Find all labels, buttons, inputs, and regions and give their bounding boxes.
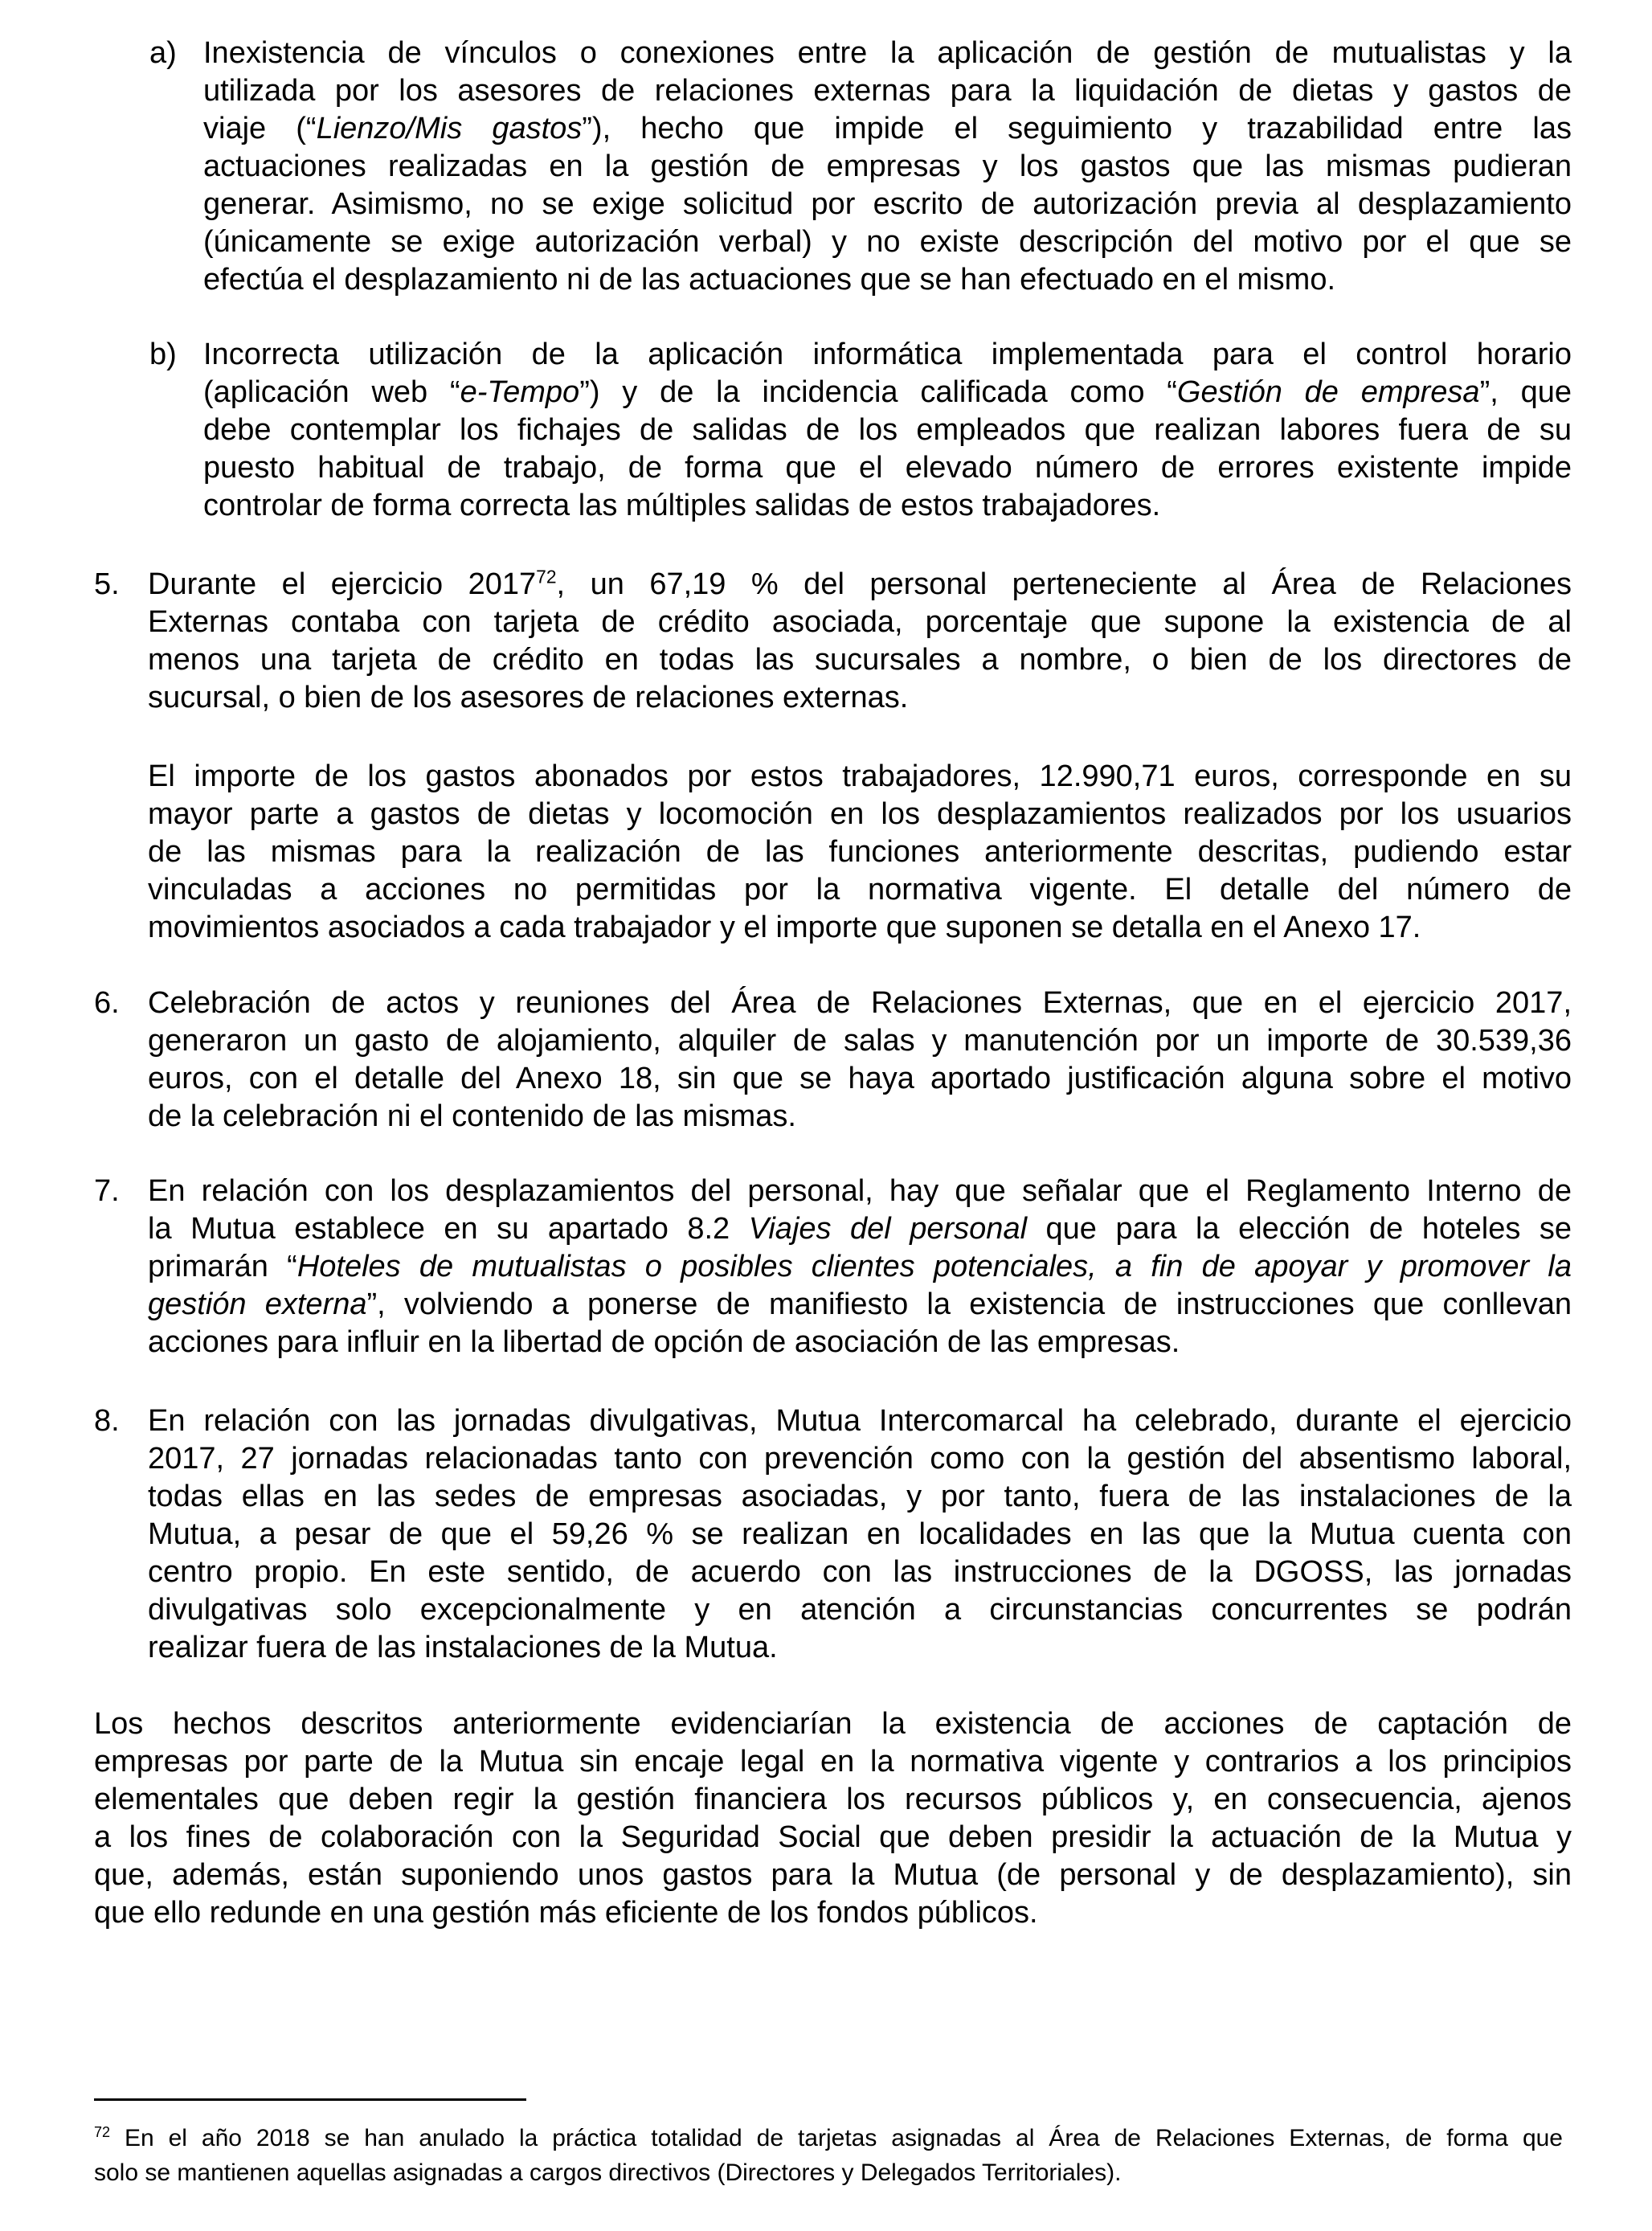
text-line [148, 1402, 1572, 1440]
text-run: actuaciones realizadas en la gestión de empresas y los gastos que las mismas pudieran [203, 149, 1572, 183]
text-line [148, 871, 1572, 909]
text-run: Incorrecta utilización de la aplicación informática implementada para el control horario [203, 338, 1572, 371]
text-line [148, 758, 1572, 796]
text-line [148, 1286, 1572, 1324]
italic-text: gestión externa [148, 1287, 367, 1321]
text-line [203, 223, 1572, 261]
paragraph-body [148, 1402, 1572, 1667]
paragraph-body [203, 336, 1572, 525]
text-run: Celebración de actos y reuniones del Área de Relaciones Externas, que en el ejercicio 2017, [148, 986, 1572, 1020]
text-line [94, 1781, 1572, 1819]
item-label: 5. [94, 567, 120, 601]
text-line [203, 110, 1572, 148]
text-line [148, 641, 1572, 679]
item-label: a) [149, 36, 177, 70]
text-line [203, 261, 1572, 299]
footnote-separator [94, 2098, 526, 2101]
text-run: acciones para influir en la libertad de opción de asociación de las empresas. [148, 1325, 1180, 1359]
text-run: Los hechos descritos anteriormente evidenciarían la existencia de acciones de captación de [94, 1707, 1572, 1741]
italic-text: Viajes del personal [748, 1212, 1028, 1246]
text-line [148, 1098, 1572, 1136]
text-line [203, 374, 1572, 411]
text-run: (únicamente se exige autorización verbal) y no existe descripción del motivo por el que se [203, 225, 1572, 259]
text-line [148, 1516, 1572, 1554]
paragraph-body [148, 985, 1572, 1136]
text-line [94, 1819, 1572, 1856]
text-run: (aplicación web “ [203, 375, 460, 409]
text-line [94, 1743, 1572, 1781]
text-run: controlar de forma correcta las múltiples salidas de estos trabajadores. [203, 489, 1161, 522]
text-line [148, 909, 1572, 947]
text-line [94, 2155, 1563, 2190]
text-run: elementales que deben regir la gestión financiera los recursos públicos y, en consecuencia, ajenos [94, 1783, 1572, 1816]
text-run: mayor parte a gastos de dietas y locomoción en los desplazamientos realizados por los usuarios [148, 797, 1572, 831]
text-run: de la celebración ni el contenido de las mismas. [148, 1099, 796, 1133]
text-run: que ello redunde en una gestión más eficiente de los fondos públicos. [94, 1896, 1038, 1930]
text-line [148, 1440, 1572, 1478]
text-line [148, 1248, 1572, 1286]
footnote [94, 2121, 1563, 2190]
italic-text: Lienzo/Mis gastos [316, 112, 583, 145]
text-run: , un 67,19 % del personal perteneciente al Área de Relaciones [556, 567, 1572, 601]
italic-text: Gestión de empresa [1176, 375, 1480, 409]
text-run: 2017, 27 jornadas relacionadas tanto con prevención como con la gestión del absentismo laboral, [148, 1442, 1572, 1476]
text-run: centro propio. En este sentido, de acuerdo con las instrucciones de la DGOSS, las jornadas [148, 1555, 1572, 1589]
text-run: Mutua, a pesar de que el 59,26 % se realizan en localidades en las que la Mutua cuenta con [148, 1517, 1572, 1551]
text-run: sucursal, o bien de los asesores de relaciones externas. [148, 681, 909, 714]
text-line [203, 35, 1572, 72]
italic-text: Hoteles de mutualistas o posibles clientes potenciales, a fin de apoyar y promover la [296, 1250, 1572, 1283]
text-line [148, 1629, 1572, 1667]
text-run: que, además, están suponiendo unos gastos para la Mutua (de personal y de desplazamiento), sin [94, 1858, 1572, 1892]
text-run: generaron un gasto de alojamiento, alquiler de salas y manutención por un importe de 30.539,36 [148, 1024, 1572, 1058]
text-run: ”) y de la incidencia calificada como “ [579, 375, 1177, 409]
text-run: Externas contaba con tarjeta de crédito asociada, porcentaje que supone la existencia de al [148, 605, 1572, 639]
text-run: puesto habitual de trabajo, de forma que el elevado número de errores existente impide [203, 451, 1572, 485]
text-run: En relación con los desplazamientos del personal, hay que señalar que el Reglamento Interno de [148, 1174, 1572, 1208]
text-run: Inexistencia de vínculos o conexiones entre la aplicación de gestión de mutualistas y la [203, 36, 1572, 70]
text-run: efectúa el desplazamiento ni de las actuaciones que se han efectuado en el mismo. [203, 263, 1336, 297]
text-run: generar. Asimismo, no se exige solicitud por escrito de autorización previa al desplazamiento [203, 187, 1572, 221]
text-run: ”, volviendo a ponerse de manifiesto la existencia de instrucciones que conllevan [366, 1287, 1572, 1321]
paragraph-body [148, 566, 1572, 717]
text-line [94, 1856, 1572, 1894]
text-run: utilizada por los asesores de relaciones externas para la liquidación de dietas y gastos de [203, 74, 1572, 108]
text-run: Durante el ejercicio 2017 [148, 567, 537, 601]
item-label: 7. [94, 1174, 120, 1208]
text-line [148, 1022, 1572, 1060]
text-line [203, 148, 1572, 186]
text-run: El importe de los gastos abonados por estos trabajadores, 12.990,71 euros, corresponde en su [148, 759, 1572, 793]
text-line [148, 1478, 1572, 1516]
paragraph-body [203, 35, 1572, 299]
text-run: ”), hecho que impide el seguimiento y trazabilidad entre las [582, 112, 1572, 145]
text-line [148, 985, 1572, 1022]
text-run: de las mismas para la realización de las funciones anteriormente descritas, pudiendo estar [148, 835, 1572, 869]
text-run: menos una tarjeta de crédito en todas las sucursales a nombre, o bien de los directores de [148, 643, 1572, 677]
text-run: solo se mantienen aquellas asignadas a cargos directivos (Directores y Delegados Territoriales). [94, 2159, 1122, 2186]
item-label: b) [149, 338, 177, 371]
text-line [203, 186, 1572, 223]
text-line [148, 1591, 1572, 1629]
text-run: realizar fuera de las instalaciones de la Mutua. [148, 1631, 778, 1664]
text-run: primarán “ [148, 1250, 297, 1283]
text-line [148, 1210, 1572, 1248]
text-line [148, 604, 1572, 641]
text-run: todas ellas en las sedes de empresas asociadas, y por tanto, fuera de las instalaciones de la [148, 1480, 1572, 1513]
text-line [148, 833, 1572, 871]
text-line [203, 449, 1572, 487]
text-line [203, 487, 1572, 525]
conclusion-paragraph [94, 1705, 1572, 1932]
item-label: 8. [94, 1404, 120, 1438]
text-line [148, 796, 1572, 833]
paragraph-body [148, 758, 1572, 947]
text-run: euros, con el detalle del Anexo 18, sin que se haya aportado justificación alguna sobre el motivo [148, 1062, 1572, 1095]
text-line [148, 1060, 1572, 1098]
footnote-ref: 72 [536, 566, 557, 587]
text-line [203, 72, 1572, 110]
text-run: viaje (“ [203, 112, 317, 145]
text-line [148, 1173, 1572, 1210]
text-run: En relación con las jornadas divulgativas, Mutua Intercomarcal ha celebrado, durante el ejercicio [148, 1404, 1572, 1438]
text-line [148, 679, 1572, 717]
paragraph-body [148, 1173, 1572, 1361]
text-line [94, 1705, 1572, 1743]
item-label: 6. [94, 986, 120, 1020]
text-line [94, 1894, 1572, 1932]
text-run: la Mutua establece en su apartado 8.2 [148, 1212, 749, 1246]
text-run: movimientos asociados a cada trabajador y el importe que suponen se detalla en el Anexo 17. [148, 911, 1421, 944]
text-line [94, 2121, 1563, 2155]
italic-text: e-Tempo [460, 375, 580, 409]
footnote-ref: 72 [94, 2124, 111, 2141]
text-line [203, 411, 1572, 449]
text-line [148, 566, 1572, 604]
text-run: a los fines de colaboración con la Seguridad Social que deben presidir la actuación de la Mutua y [94, 1820, 1572, 1854]
text-run: que para la elección de hoteles se [1027, 1212, 1572, 1246]
text-run: En el año 2018 se han anulado la práctica totalidad de tarjetas asignadas al Área de Relaciones Externas, de forma que [110, 2125, 1563, 2151]
text-run: divulgativas solo excepcionalmente y en atención a circunstancias concurrentes se podrán [148, 1593, 1572, 1627]
text-run: empresas por parte de la Mutua sin encaje legal en la normativa vigente y contrarios a los principios [94, 1745, 1572, 1779]
text-run: vinculadas a acciones no permitidas por la normativa vigente. El detalle del número de [148, 873, 1572, 907]
text-line [203, 336, 1572, 374]
text-run: ”, que [1479, 375, 1572, 409]
text-run: debe contemplar los fichajes de salidas de los empleados que realizan labores fuera de su [203, 413, 1572, 447]
text-line [148, 1554, 1572, 1591]
text-line [148, 1324, 1572, 1361]
